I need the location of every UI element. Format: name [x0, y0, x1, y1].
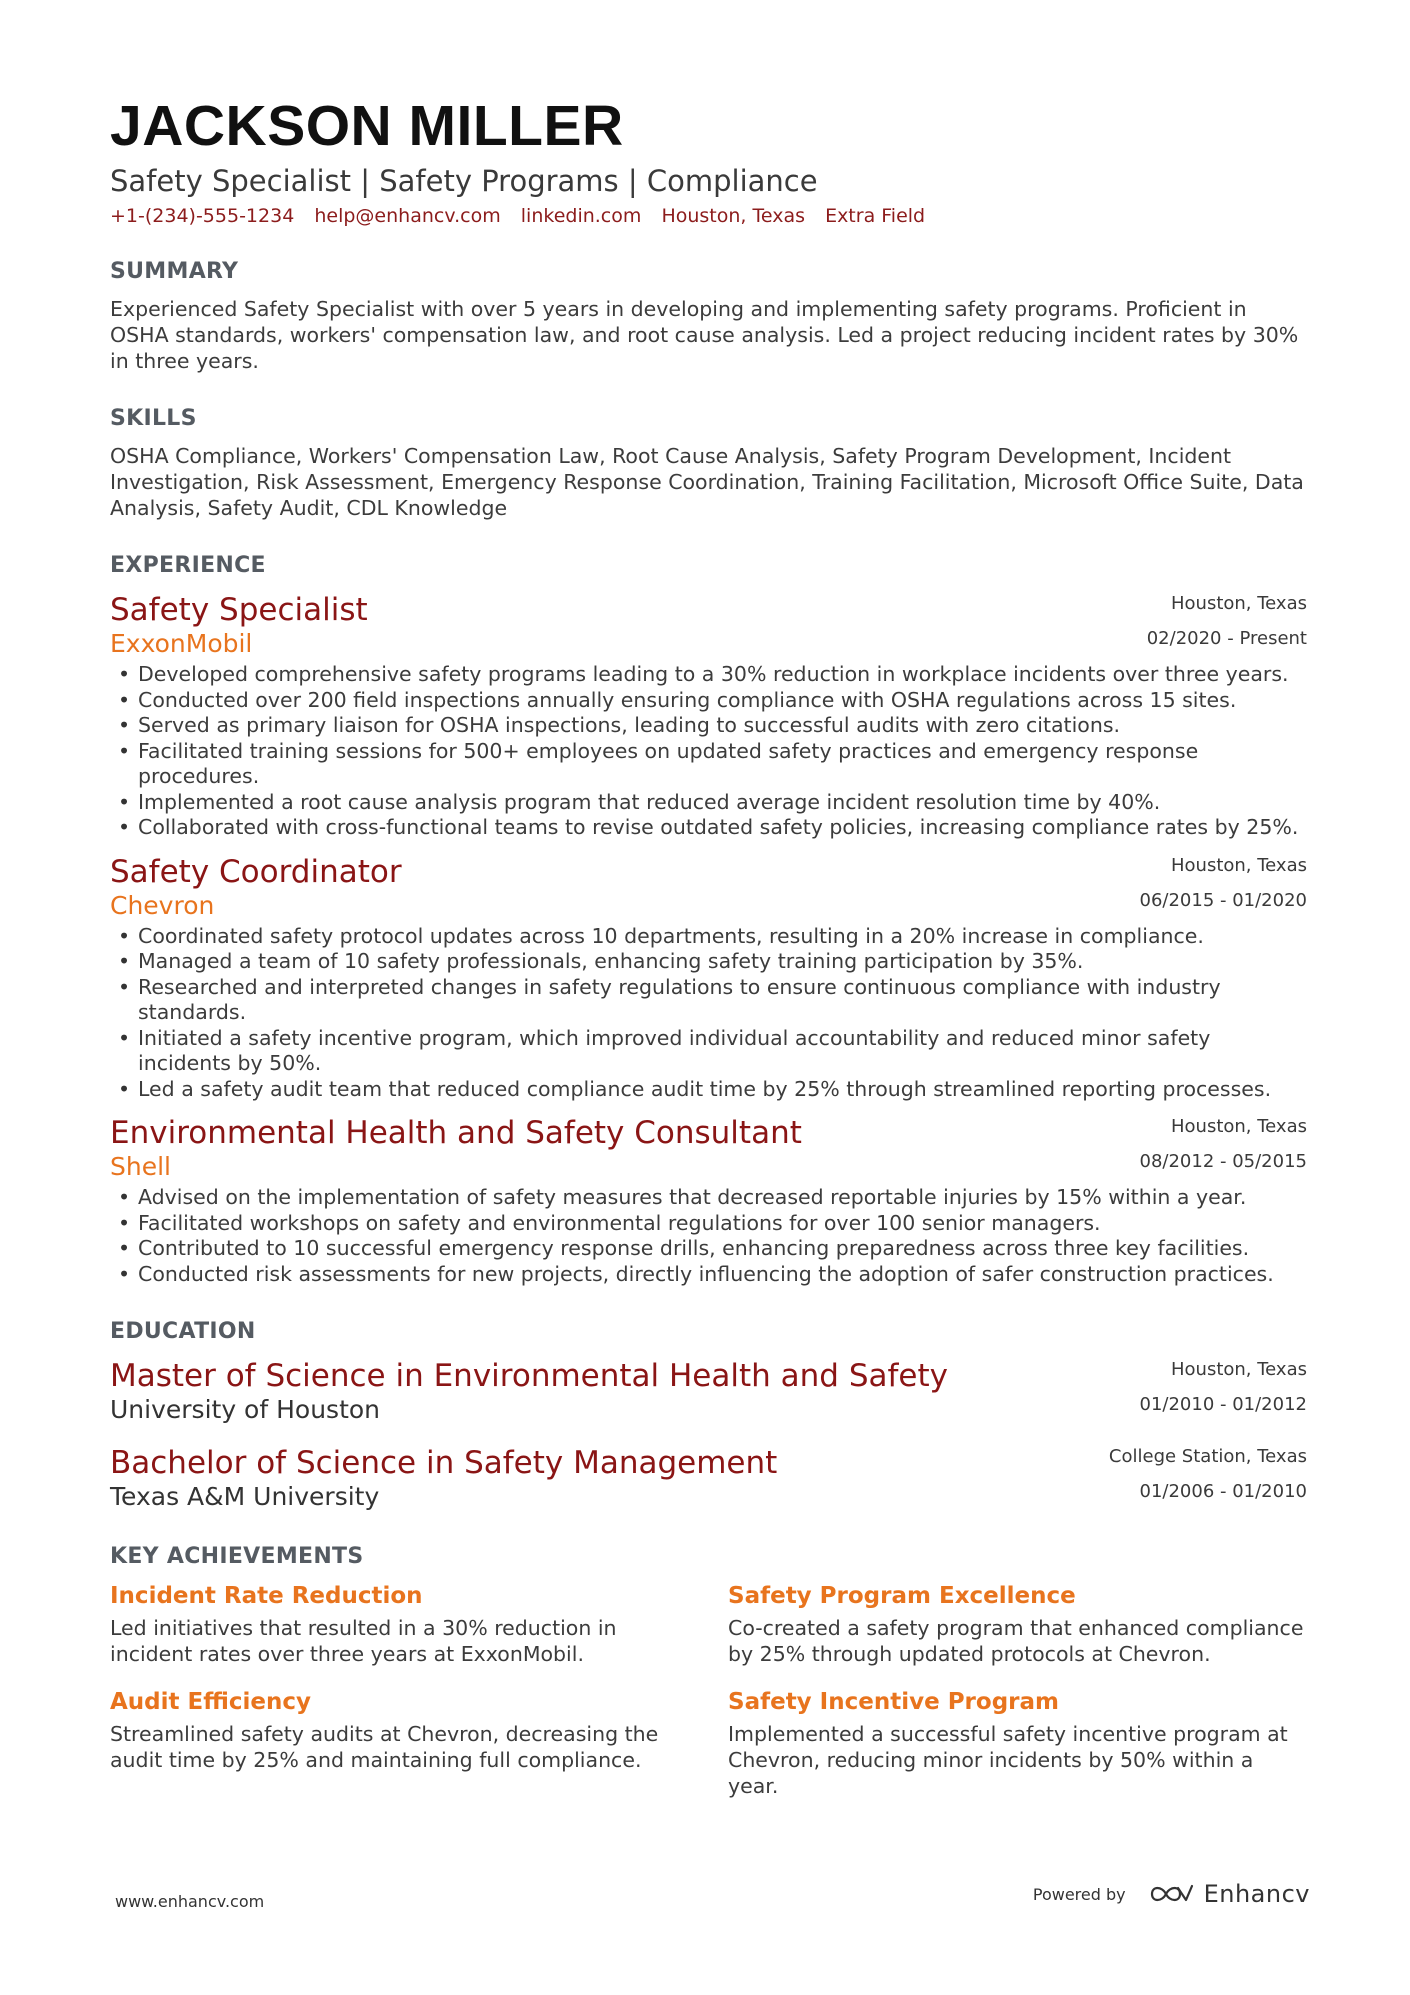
achievement-desc: Led initiatives that resulted in a 30% reduction in incident rates over three years at ExxonMobil. — [110, 1616, 617, 1666]
enhancv-logo-icon — [1148, 1882, 1194, 1906]
job-location: Houston, Texas — [1170, 1116, 1307, 1137]
bullet-item: • Managed a team of 10 safety professionals, enhancing safety training participation by 35%. — [110, 949, 1307, 975]
bullet-item: • Facilitated workshops on safety and environmental regulations for over 100 senior managers. — [110, 1211, 1307, 1237]
education-entry — [110, 1445, 1307, 1512]
bullet-item: • Initiated a safety incentive program, which improved individual accountability and reduced minor safety incidents by 50%. — [110, 1026, 1307, 1077]
contact-line — [110, 203, 1307, 229]
section-title-summary: SUMMARY — [110, 259, 239, 284]
contact-linkedin[interactable]: linkedin.com — [520, 205, 642, 227]
contact-phone[interactable]: +1-(234)-555-1234 — [110, 205, 295, 227]
job-location: Houston, Texas — [1170, 593, 1307, 614]
skills-section — [110, 405, 1307, 521]
brand-name: Enhancv — [1203, 1880, 1310, 1908]
experience-entry — [110, 592, 1307, 841]
achievement-item — [728, 1581, 1307, 1667]
skills-text: OSHA Compliance, Workers' Compensation Law, Root Cause Analysis, Safety Program Development, Incident Investigation, Risk Assessment, Emergency Response Coordination, Training Facilitation, Microsoft Office Suite, Data Analysis, Safety Audit, CDL Knowledge — [110, 444, 1304, 520]
section-title-education: EDUCATION — [110, 1319, 256, 1344]
school-name: University of Houston — [110, 1395, 381, 1424]
bullet-item: • Implemented a root cause analysis program that reduced average incident resolution time by 40%. — [110, 790, 1307, 816]
school-dates: 01/2006 - 01/2010 — [1139, 1481, 1307, 1502]
job-company: ExxonMobil — [110, 629, 253, 658]
experience-entry — [110, 1115, 1307, 1287]
job-bullets — [110, 924, 1307, 1103]
bullet-item: • Contributed to 10 successful emergency response drills, enhancing preparedness across three key facilities. — [110, 1236, 1307, 1262]
experience-section — [110, 552, 1307, 1287]
bullet-item: • Developed comprehensive safety programs leading to a 30% reduction in workplace incidents over three years. — [110, 662, 1307, 688]
achievement-title: Safety Program Excellence — [728, 1583, 1076, 1609]
powered-by-label: Powered by — [1032, 1884, 1126, 1904]
resume-header — [110, 95, 1307, 229]
summary-text: Experienced Safety Specialist with over 5 years in developing and implementing safety programs. Proficient in OSHA standards, workers' compensation law, and root cause analysis. Led a project reducing incident rates by 30% in three years. — [110, 297, 1299, 373]
section-title-achievements: KEY ACHIEVEMENTS — [110, 1544, 364, 1569]
achievement-desc: Streamlined safety audits at Chevron, decreasing the audit time by 25% and maintaining full compliance. — [110, 1722, 659, 1772]
job-company: Shell — [110, 1152, 171, 1181]
achievements-section — [110, 1543, 1307, 1799]
job-dates: 08/2012 - 05/2015 — [1139, 1151, 1307, 1172]
bullet-item: • Led a safety audit team that reduced compliance audit time by 25% through streamlined reporting processes. — [110, 1077, 1307, 1103]
summary-section — [110, 258, 1307, 374]
footer-website[interactable]: www.enhancv.com — [115, 1892, 265, 1911]
job-dates: 06/2015 - 01/2020 — [1139, 889, 1307, 911]
section-title-skills: SKILLS — [110, 406, 197, 431]
bullet-item: • Facilitated training sessions for 500+ employees on updated safety practices and emergency response procedures. — [110, 739, 1307, 790]
achievement-item — [728, 1687, 1307, 1799]
school-location: Houston, Texas — [1170, 1359, 1307, 1380]
job-bullets — [110, 1185, 1307, 1287]
degree-title: Master of Science in Environmental Health and Safety — [110, 1358, 948, 1394]
footer-branding — [1033, 1880, 1310, 1908]
school-name: Texas A&M University — [110, 1482, 380, 1511]
section-title-experience: EXPERIENCE — [110, 553, 266, 578]
job-title: Environmental Health and Safety Consultant — [110, 1115, 802, 1151]
bullet-item: • Coordinated safety protocol updates across 10 departments, resulting in a 20% increase in compliance. — [110, 924, 1307, 950]
bullet-item: • Conducted risk assessments for new projects, directly influencing the adoption of safer construction practices. — [110, 1262, 1307, 1288]
enhancv-brand[interactable] — [1148, 1880, 1310, 1908]
achievement-title: Incident Rate Reduction — [110, 1583, 423, 1609]
achievements-grid — [110, 1581, 1307, 1799]
bullet-item: • Collaborated with cross-functional teams to revise outdated safety policies, increasing compliance rates by 25%. — [110, 815, 1307, 841]
bullet-item: • Researched and interpreted changes in safety regulations to ensure continuous compliance with industry standards. — [110, 975, 1307, 1026]
achievement-item — [110, 1687, 728, 1799]
school-location: College Station, Texas — [1108, 1446, 1307, 1467]
job-company: Chevron — [110, 890, 215, 920]
job-dates: 02/2020 - Present — [1146, 628, 1307, 649]
experience-entry — [110, 854, 1307, 1103]
achievement-desc: Co-created a safety program that enhanced compliance by 25% through updated protocols at Chevron. — [728, 1616, 1304, 1666]
candidate-name: JACKSON MILLER — [110, 94, 624, 158]
achievement-title: Audit Efficiency — [110, 1689, 312, 1715]
achievement-desc: Implemented a successful safety incentive program at Chevron, reducing minor incidents by 50% within a year. — [728, 1722, 1288, 1798]
job-title: Safety Coordinator — [110, 853, 402, 890]
bullet-item: • Served as primary liaison for OSHA inspections, leading to successful audits with zero citations. — [110, 713, 1307, 739]
education-section — [110, 1318, 1307, 1512]
candidate-subtitle: Safety Specialist | Safety Programs | Compliance — [110, 164, 818, 198]
education-entry — [110, 1358, 1307, 1425]
job-title: Safety Specialist — [110, 592, 368, 628]
resume-page — [110, 95, 1307, 1799]
contact-extra: Extra Field — [825, 205, 926, 227]
contact-email[interactable]: help@enhancv.com — [314, 205, 501, 227]
achievement-item — [110, 1581, 728, 1667]
job-location: Houston, Texas — [1170, 854, 1307, 876]
contact-location: Houston, Texas — [661, 205, 806, 227]
bullet-item: • Conducted over 200 field inspections annually ensuring compliance with OSHA regulations across 15 sites. — [110, 688, 1307, 714]
job-bullets — [110, 662, 1307, 841]
achievement-title: Safety Incentive Program — [728, 1689, 1059, 1715]
degree-title: Bachelor of Science in Safety Management — [110, 1445, 778, 1481]
school-dates: 01/2010 - 01/2012 — [1139, 1394, 1307, 1415]
bullet-item: • Advised on the implementation of safety measures that decreased reportable injuries by 15% within a year. — [110, 1185, 1307, 1211]
